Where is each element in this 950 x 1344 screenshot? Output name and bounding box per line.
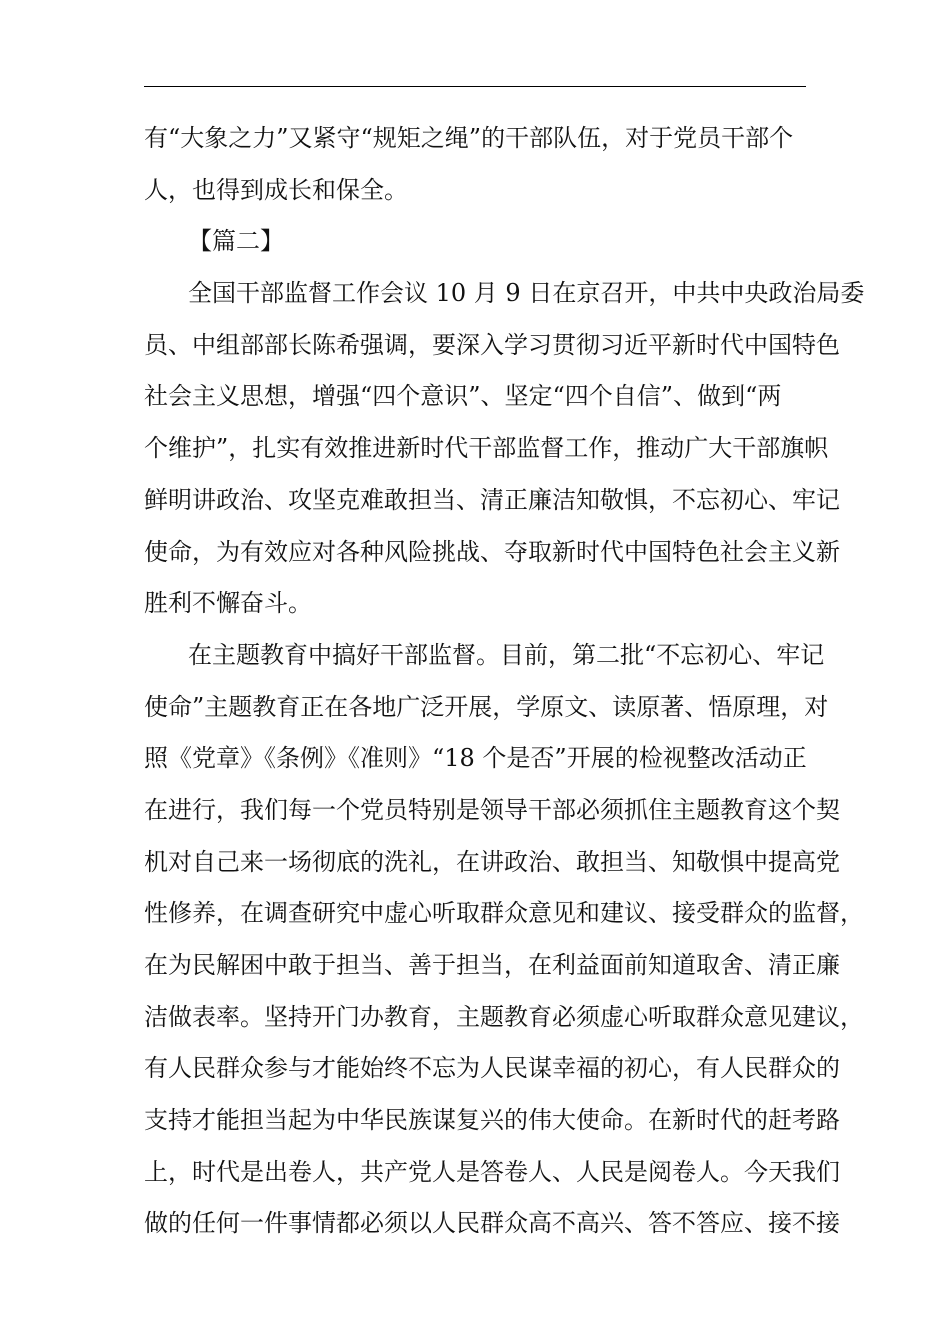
text-line: 照《党章》《条例》《准则》“18 个是否”开展的检视整改活动正: [144, 744, 807, 773]
text-line: 性修养，在调查研究中虚心听取群众意见和建议、接受群众的监督，: [144, 899, 864, 928]
text-line: 鲜明讲政治、攻坚克难敢担当、清正廉洁知敬惧，不忘初心、牢记: [144, 485, 840, 514]
text-line: 在主题教育中搞好干部监督。目前，第二批“不忘初心、牢记: [188, 640, 825, 669]
text-line: 有“大象之力”又紧守“规矩之绳”的干部队伍，对于党员干部个: [144, 124, 794, 152]
text-line: 人，也得到成长和保全。: [144, 175, 408, 204]
text-line: 社会主义思想，增强“四个意识”、坚定“四个自信”、做到“两: [144, 382, 782, 411]
text-line: 胜利不懈奋斗。: [144, 589, 312, 618]
text-line: 使命，为有效应对各种风险挑战、夺取新时代中国特色社会主义新: [144, 537, 840, 566]
text-line: 员、中组部部长陈希强调，要深入学习贯彻习近平新时代中国特色: [144, 330, 840, 359]
text-line: 全国干部监督工作会议 10 月 9 日在京召开，中共中央政治局委: [188, 279, 865, 308]
text-line: 个维护”，扎实有效推进新时代干部监督工作，推动广大干部旗帜: [144, 434, 829, 463]
text-line: 在进行，我们每一个党员特别是领导干部必须抓住主题教育这个契: [144, 795, 840, 824]
text-line: 洁做表率。坚持开门办教育，主题教育必须虚心听取群众意见建议，: [144, 1002, 864, 1031]
text-line: 上，时代是出卷人，共产党人是答卷人、人民是阅卷人。今天我们: [144, 1157, 840, 1186]
text-line: 机对自己来一场彻底的洗礼，在讲政治、敢担当、知敬惧中提高党: [144, 847, 840, 876]
text-line: 支持才能担当起为中华民族谋复兴的伟大使命。在新时代的赶考路: [144, 1106, 840, 1135]
text-line: 有人民群众参与才能始终不忘为人民谋幸福的初心，有人民群众的: [144, 1054, 840, 1083]
header-rule: [144, 86, 806, 87]
text-line: 【篇二】: [188, 227, 284, 256]
text-line: 做的任何一件事情都必须以人民群众高不高兴、答不答应、接不接: [144, 1209, 840, 1238]
text-line: 在为民解困中敢于担当、善于担当，在利益面前知道取舍、清正廉: [144, 951, 840, 979]
body-text: [144, 113, 865, 1250]
text-line: 使命”主题教育正在各地广泛开展，学原文、读原著、悟原理，对: [144, 692, 829, 721]
